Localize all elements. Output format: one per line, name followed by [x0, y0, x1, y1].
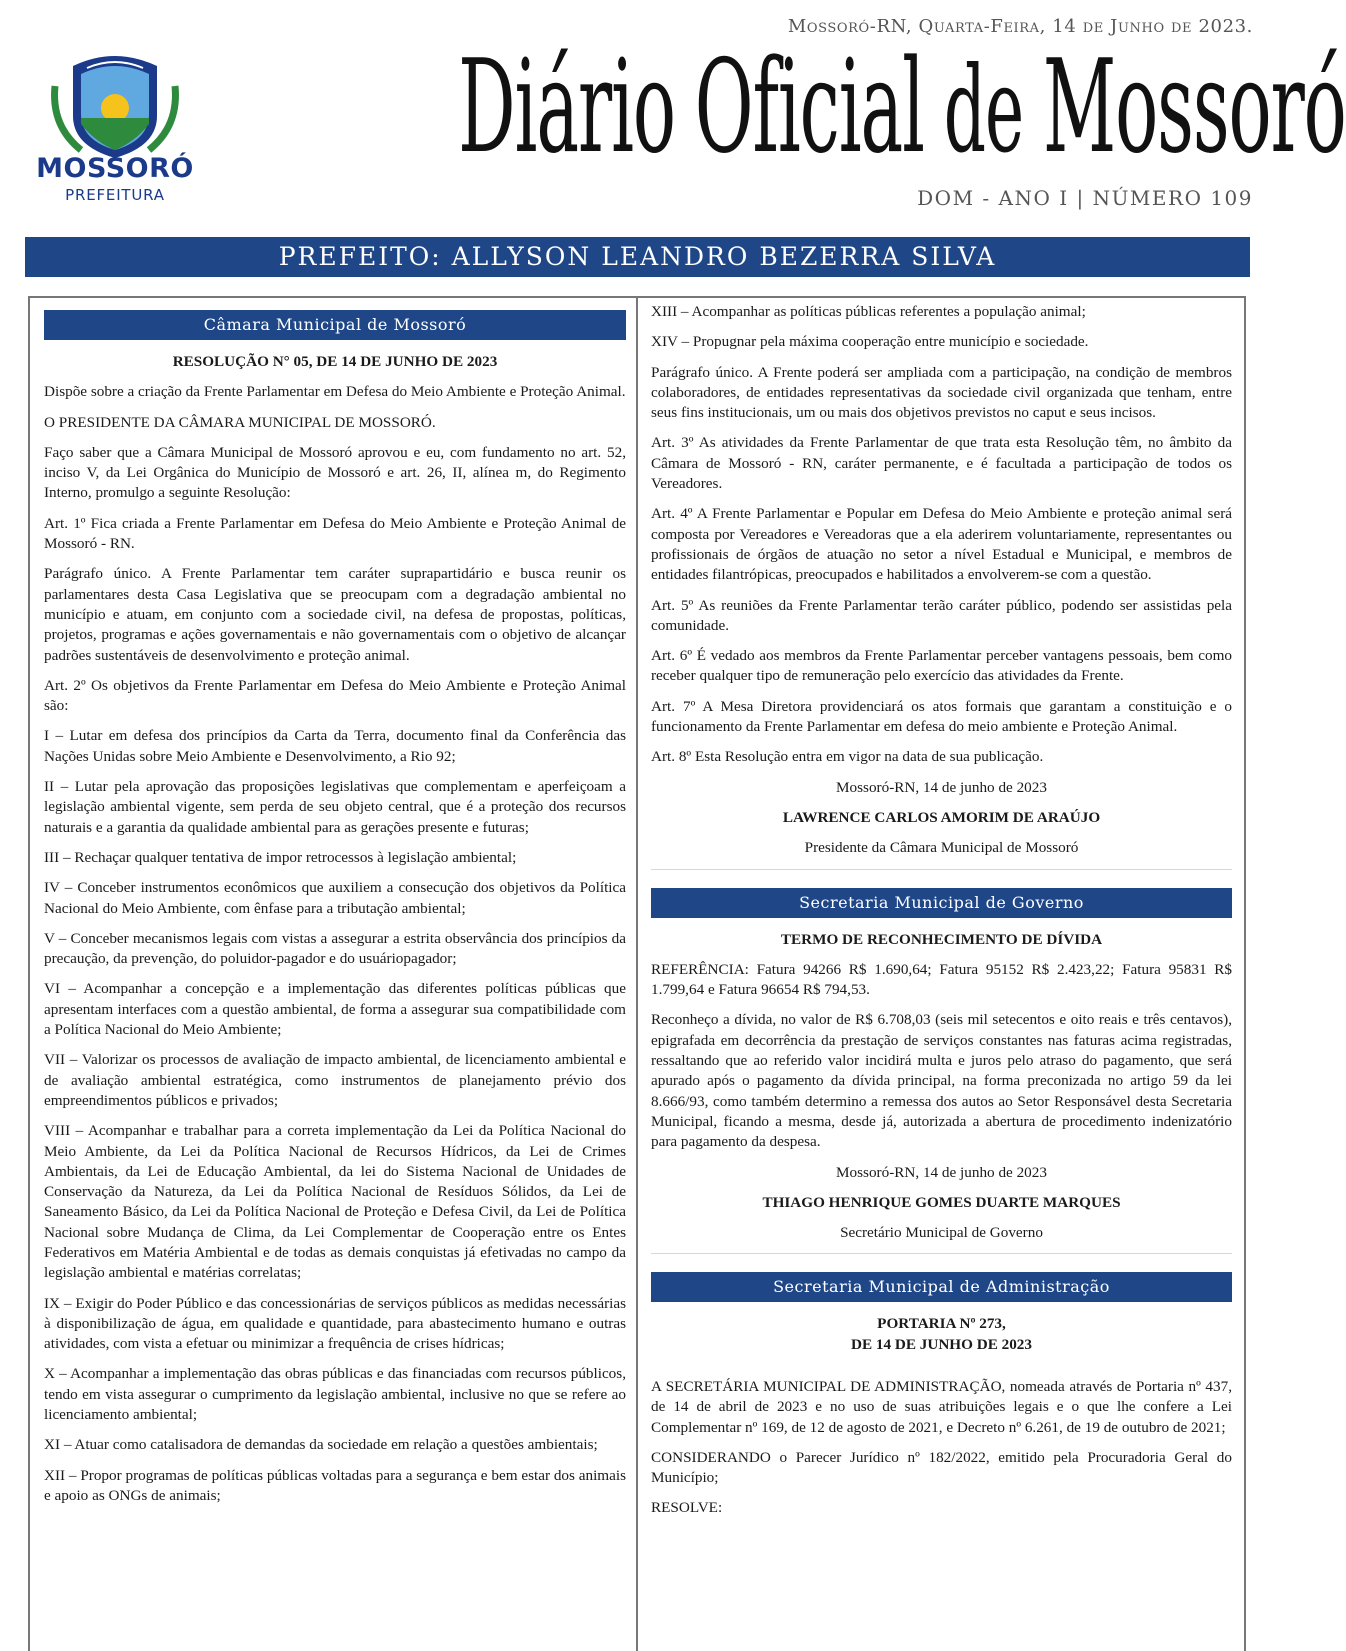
paragraph: Art. 1º Fica criada a Frente Parlamentar em Defesa do Meio Ambiente e Proteção Animal de Mossoró - RN. [44, 514, 626, 553]
paragraph: VI – Acompanhar a concepção e a implementação das diferentes políticas públicas que apresentam interfaces com a questão ambiental, de forma a assegurar sua compatibilidade com a Política Nacional do Meio Ambiente; [44, 980, 626, 1039]
signature-date: Mossoró-RN, 14 de junho de 2023 [836, 778, 1047, 796]
separator [651, 1253, 1232, 1254]
right-column [651, 302, 1232, 1529]
paragraph: Art. 8º Esta Resolução entra em vigor na data de sua publicação. [651, 748, 1044, 766]
column-divider [636, 296, 638, 1651]
paragraph: Reconheço a dívida, no valor de R$ 6.708,03 (seis mil setecentos e oito reais e três centavos), epigrafada em decorrência da prestação de serviços constantes nas faturas acima registradas, ressaltando que ao referido valor incidirá multa e juros pelo atraso do pagamento, que será apurado após o pagamento da dívida principal, na forma preconizada no artigo 59 da lei 8.666/93, como também determino a remessa dos autos ao Setor Responsável desta Secretaria Municipal, ficando a mesma, desde já, autorizada a abertura de procedimento indenizatório para pagamento da despesa. [651, 1011, 1232, 1151]
portaria-title-line1: PORTARIA Nº 273, [877, 1315, 1006, 1333]
logo-wordmark: MOSSORÓ [36, 153, 194, 184]
paragraph: III – Rechaçar qualquer tentativa de impor retrocessos à legislação ambiental; [44, 848, 517, 866]
signatory-name: LAWRENCE CARLOS AMORIM DE ARAÚJO [782, 808, 1101, 826]
publication-date: Mossoró-RN, Quarta-Feira, 14 de Junho de 2023. [787, 16, 1253, 37]
paragraph: Art. 6º É vedado aos membros da Frente Parlamentar perceber vantagens pessoais, bem como receber qualquer tipo de remuneração pelo exercício das atividades da Frente. [651, 647, 1232, 685]
paragraph: RESOLVE: [651, 1499, 723, 1517]
paragraph: Parágrafo único. A Frente poderá ser ampliada com a participação, na condição de membros colaboradores, de entidades representativas da sociedade civil organizada que tenham, entre seus fins institucionais, um ou mais dos objetivos previstos no caput e seus incisos. [651, 363, 1232, 422]
paragraph: CONSIDERANDO o Parecer Jurídico nº 182/2022, emitido pela Procuradoria Geral do Município; [651, 1448, 1232, 1487]
logo-subtitle: PREFEITURA [65, 186, 165, 204]
paragraph: Art. 5º As reuniões da Frente Parlamentar terão caráter público, podendo ser assistidas pela comunidade. [651, 596, 1232, 634]
paragraph: Art. 4º A Frente Parlamentar e Popular em Defesa do Meio Ambiente e proteção animal será composta por Vereadores e Vereadoras que a ela aderirem voluntariamente, representantes ou profissionais de órgãos de atuação no setor a nível Estadual e Municipal, e membros de entidades filantrópicas, preocupados e habilitados a envolverem-se com a questão. [651, 505, 1232, 584]
paragraph: REFERÊNCIA: Fatura 94266 R$ 1.690,64; Fatura 95152 R$ 2.423,22; Fatura 95831 R$ 1.799,64 e Fatura 96654 R$ 794,53. [651, 960, 1232, 999]
paragraph: Faço saber que a Câmara Municipal de Mossoró aprovou e eu, com fundamento no art. 52, inciso V, da Lei Orgânica do Município de Mossoró e art. 26, II, alínea m, do Regimento Interno, promulgo a seguinte Resolução: [44, 443, 626, 502]
paragraph: XII – Propor programas de políticas públicas voltadas para a segurança e bem estar dos animais e apoio as ONGs de animais; [44, 1466, 626, 1504]
section-header-administracao: Secretaria Municipal de Administração [651, 1272, 1232, 1302]
masthead-title: Diário Oficial de Mossoró [458, 33, 1346, 182]
paragraph: XI – Atuar como catalisadora de demandas da sociedade em relação a questões ambientais; [44, 1436, 598, 1454]
paragraph: Parágrafo único. A Frente Parlamentar tem caráter suprapartidário e busca reunir os parlamentares desta Casa Legislativa que se preocupam com a degradação ambiental no município e atuam, em conjunto com a sociedade civil, na defesa de propostas, políticas, projetos, programas e ações governamentais e não governamentais com o objetivo de alcançar padrões sustentáveis de desenvolvimento e proteção animal. [44, 565, 626, 664]
edition-number: DOM - ANO I | NÚMERO 109 [917, 186, 1253, 210]
paragraph: Dispõe sobre a criação da Frente Parlamentar em Defesa do Meio Ambiente e Proteção Animal. [44, 383, 626, 401]
paragraph: Art. 2º Os objetivos da Frente Parlamentar em Defesa do Meio Ambiente e Proteção Animal são: [44, 676, 626, 715]
paragraph: O PRESIDENTE DA CÂMARA MUNICIPAL DE MOSSORÓ. [44, 413, 436, 431]
section-header-camara: Câmara Municipal de Mossoró [44, 310, 626, 340]
paragraph: Art. 3º As atividades da Frente Parlamentar de que trata esta Resolução têm, no âmbito da Câmara de Mossoró - RN, caráter permanente, e é facultada a participação de todos os Vereadores. [651, 434, 1232, 493]
signatory-name: THIAGO HENRIQUE GOMES DUARTE MARQUES [762, 1193, 1121, 1211]
paragraph: IX – Exigir do Poder Público e das concessionárias de serviços públicos as medidas necessárias à disponibilização de água, em qualidade e quantidade, para abastecimento humano e outras atividades, com vista a efetuar ou minimizar a frequência de crises hídricas; [44, 1294, 626, 1353]
portaria-title-line2: DE 14 DE JUNHO DE 2023 [851, 1335, 1032, 1353]
paragraph: II – Lutar pela aprovação das proposições legislativas que complementam e aperfeiçoam a legislação ambiental vigente, sem perda de seu objeto central, que é a proteção dos recursos naturais e a garantia da qualidade ambiental para as gerações presente e futuras; [44, 778, 626, 836]
paragraph: VII – Valorizar os processos de avaliação de impacto ambiental, de licenciamento ambiental e de avaliação ambiental estratégica, como instrumentos de planejamento prévio dos empreendimentos públicos e privados; [44, 1051, 626, 1109]
resolution-title: RESOLUÇÃO N° 05, DE 14 DE JUNHO DE 2023 [172, 353, 498, 370]
paragraph: V – Conceber mecanismos legais com vistas a assegurar a estrita observância dos princípios da precaução, da prevenção, do poluidor-pagador e do usuáriopagador; [44, 929, 626, 968]
separator [651, 869, 1232, 870]
paragraph: A SECRETÁRIA MUNICIPAL DE ADMINISTRAÇÃO, nomeada através de Portaria nº 437, de 14 de abril de 2023 e no uso de suas atribuições legais e o que lhe confere a Lei Complementar nº 169, de 12 de agosto de 2021, e Decreto nº 6.261, de 19 de outubro de 2021; [651, 1377, 1232, 1436]
mayor-banner: PREFEITO: ALLYSON LEANDRO BEZERRA SILVA [25, 237, 1250, 277]
left-column [44, 310, 626, 1516]
paragraph: VIII – Acompanhar e trabalhar para a correta implementação da Lei da Política Nacional do Meio Ambiente, da Lei da Política Nacional de Recursos Hídricos, da Lei de Crimes Ambientais, da Lei de Educação Ambiental, da lei do Sistema Nacional de Unidades de Conservação da Natureza, da Lei da Política Nacional de Resíduos Sólidos, da Lei de Saneamento Básico, da Lei da Política Nacional de Proteção e Defesa Civil, da Lei de Política Nacional sobre Mudança de Clima, da Lei Complementar de Cooperação entre os Entes Federativos em Matéria Ambiental e de todas as demais conquistas já efetivadas no campo da legislação ambiental e matérias correlatas; [44, 1122, 626, 1282]
signature-date: Mossoró-RN, 14 de junho de 2023 [836, 1163, 1047, 1181]
section-header-governo: Secretaria Municipal de Governo [651, 888, 1232, 918]
paragraph: X – Acompanhar a implementação das obras públicas e das financiadas com recursos públicos, tendo em vista assegurar o cumprimento da legislação ambiental, inclusive no que se refere ao licenciamento ambiental; [44, 1365, 626, 1424]
paragraph: I – Lutar em defesa dos princípios da Carta da Terra, documento final da Conferência das Nações Unidas sobre Meio Ambiente e Desenvolvimento, a Rio 92; [44, 727, 626, 765]
document-title: TERMO DE RECONHECIMENTO DE DÍVIDA [780, 930, 1103, 948]
signatory-role: Presidente da Câmara Municipal de Mossoró [804, 839, 1079, 857]
signatory-role: Secretário Municipal de Governo [840, 1224, 1043, 1242]
paragraph: Art. 7º A Mesa Diretora providenciará os atos formais que garantam a constituição e o funcionamento da Frente Parlamentar em defesa do meio ambiente e Proteção Animal. [651, 697, 1232, 736]
paragraph: XIV – Propugnar pela máxima cooperação entre município e sociedade. [651, 333, 1089, 351]
paragraph: IV – Conceber instrumentos econômicos que auxiliem a consecução dos objetivos da Política Nacional do Meio Ambiente, com ênfase para a tributação ambiental; [44, 879, 626, 917]
paragraph: XIII – Acompanhar as políticas públicas referentes a população animal; [651, 303, 1086, 320]
